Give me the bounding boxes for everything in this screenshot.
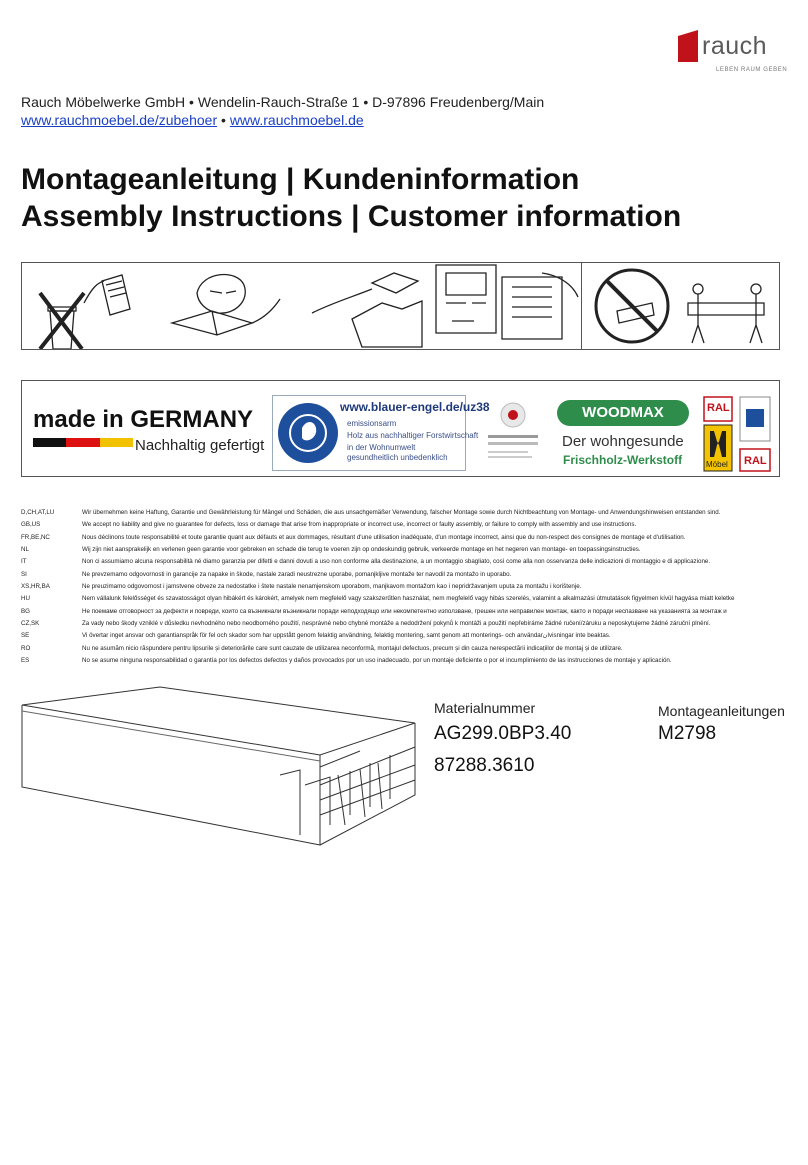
disclaimer-text: Nous déclinons toute responsabilité et toute garantie quant aux défauts et aux dommages, résultant d'une utilisation inadéquate, d'un montage incorrect, ainsi que du non-respect des consignes de montage et d'utilisation. — [82, 533, 686, 541]
disclaimer-lang-code: SE — [21, 632, 30, 640]
disclaimer-text: Wir übernehmen keine Haftung, Garantie und Gewährleistung für Mängel und Schäden, die aus unsachgemäßer Verwendung, falscher Montage sowie durch Nichtbeachtung von Montage- und Anwendungshinweisen entstanden sind. — [82, 509, 721, 516]
logo-word: rauch — [702, 32, 768, 60]
disclaimer-row — [21, 569, 791, 581]
homepage-link[interactable]: www.rauchmoebel.de — [229, 112, 364, 128]
disclaimer-text: Wij zijn niet aansprakelijk en verlenen geen garantie voor gebreken en schade die terug te voeren zijn op ondeskundig gebruik, verkeerde montage en het negeren van montage- en toepassingsinstructies. — [82, 546, 641, 554]
ral-label: RAL — [707, 402, 730, 414]
manual-number-label: Montageanleitungen — [658, 703, 785, 719]
disclaimer-text: Не поемаме отговорност за дефекти и повреди, които са възникнали възникнали поради неподходящо или некомпетентно използване, грешен или неправилен монтаж, както и поради неспазване на указанията за монтаж и — [82, 607, 727, 615]
accessories-link[interactable]: www.rauchmoebel.de/zubehoer — [21, 112, 218, 128]
disclaimer-list — [21, 507, 791, 667]
disclaimer-text: Za vady nebo škody vzniklé v důsledku nevhodného nebo neodborného použití, nesprávné nebo chybné montáže a nedodržení pokynů k montáži a použití nepřebíráme žádné ručení/záruku a neposkytujeme žádné záruční plnění. — [82, 620, 711, 628]
blauer-engel-icon — [276, 398, 340, 468]
disclaimer-lang-code: FR,BE,NC — [21, 533, 50, 541]
disclaimer-lang-code: XS,HR,BA — [21, 583, 50, 591]
made-in-germany-label: made in GERMANY — [33, 406, 254, 433]
disclaimer-lang-code: SI — [21, 570, 27, 578]
page-title-en: Assembly Instructions | Customer information — [21, 200, 682, 233]
disclaimer-row — [21, 593, 791, 605]
disclaimer-row — [21, 618, 791, 630]
logo-tagline: LEBEN RAUM GEBEN — [716, 67, 788, 73]
disclaimer-text: No se asume ninguna responsabilidad o garantía por los defectos defectos y daños provocados por un uso inadecuado, por un montaje deficiente o por el incumplimiento de las instrucciones de montaje y aplicación. — [82, 657, 672, 665]
disclaimer-lang-code: IT — [21, 558, 27, 566]
disclaimer-row — [21, 581, 791, 593]
disclaimer-text: We accept no liability and give no guarantee for defects, loss or damage that arise from inappropriate or incorrect use, incorrect or faulty assembly, or failure to comply with assembly and use instructions. — [82, 521, 637, 529]
manual-number: M2798 — [658, 723, 717, 744]
instruction-pictograms-icon — [22, 263, 779, 349]
disclaimer-row — [21, 630, 791, 642]
no-trash-icon — [40, 293, 84, 349]
disclaimer-row — [21, 655, 791, 667]
material-number-2: 87288.3610 — [434, 755, 535, 776]
disclaimer-row — [21, 606, 791, 618]
disclaimer-row — [21, 532, 791, 544]
blauer-engel-url: www.blauer-engel.de/uz38 — [340, 400, 490, 414]
disclaimer-text: Vi övertar inget ansvar och garantianspråk för fel och skador som har uppstått genom felaktig användning, felaktig montering, samt genom att monterings- och användarانvisningar inte beaktas. — [82, 632, 611, 640]
woodmax-badge: WOODMAX — [557, 400, 689, 426]
woodmax-subtitle: Der wohngesunde — [562, 433, 684, 450]
disclaimer-row — [21, 507, 791, 519]
disclaimer-row — [21, 519, 791, 531]
disclaimer-lang-code: ES — [21, 657, 30, 665]
blauer-engel-item: Holz aus nachhaltiger Forstwirtschaft — [347, 431, 479, 440]
disclaimer-text: Ne preuzimamo odgovornost i jamstvene obveze za nedostatke i štete nastale nenamjenskom uporabom, manjkavom montažom kao i nepridržavanjem uputa za montažu i korištenje. — [82, 583, 582, 591]
company-address: Rauch Möbelwerke GmbH • Wendelin-Rauch-Straße 1 • D-97896 Freudenberg/Main — [21, 94, 545, 110]
disclaimer-lang-code: HU — [21, 595, 30, 603]
disclaimer-lang-code: BG — [21, 607, 30, 615]
disclaimer-row — [21, 643, 791, 655]
disclaimer-lang-code: RO — [21, 644, 31, 652]
disclaimer-lang-code: CZ,SK — [21, 620, 40, 628]
disclaimer-row — [21, 544, 791, 556]
disclaimer-text: Non ci assumiamo alcuna responsabilità né diamo garanzia per difetti e danni dovuti a uso non conforme alla destinazione, a un montaggio sbagliato, così come alla non osservanza delle indicazioni di montaggio e di applicazione. — [82, 558, 711, 566]
link-separator: • — [221, 112, 226, 128]
ral-label: RAL — [744, 455, 767, 467]
disclaimer-lang-code: D,CH,AT,LU — [21, 509, 55, 516]
rauch-logo — [676, 28, 786, 78]
disclaimer-lang-code: GB,US — [21, 521, 41, 529]
disclaimer-row — [21, 556, 791, 568]
company-links — [21, 112, 364, 128]
german-flag-stripe-icon — [33, 438, 133, 447]
sustainability-award-icon — [480, 395, 546, 471]
disclaimer-lang-code: NL — [21, 546, 29, 554]
bed-drawing-icon — [20, 675, 420, 850]
sustainable-label: Nachhaltig gefertigt — [135, 437, 265, 454]
blauer-engel-item: emissionsarm — [347, 419, 397, 428]
disclaimer-text: Nu ne asumăm nicio răspundere pentru lipsurile și deteriorările care sunt cauzate de utilizarea neconformă, montajul defectuos, precum și din cauza nerespectării indicațiilor de montaj și de utilizare. — [82, 644, 623, 652]
material-number-1: AG299.0BP3.40 — [434, 723, 572, 744]
woodmax-product: Frischholz-Werkstoff — [563, 453, 683, 467]
disclaimer-text: Nem vállalunk felelősséget és szavatosságot olyan hibákért és károkért, amelyek nem megfelelő vagy szakszerűtlen használat, nem megfelelő vagy hibás szerelés, valamint a alkalmazási útmutatások figyelmen kívül hagyása miatt keletke — [82, 595, 735, 603]
disclaimer-text: Ne prevzemamo odgovornosti in garancije za napake in škode, nastale zaradi neustrezne uporabe, pomanjkljive montaže ter navodil za montažo in uporabo. — [82, 570, 512, 578]
blauer-engel-item: in der Wohnumwelt gesundheitlich unbedenklich — [347, 443, 448, 462]
moebel-label: Möbel — [706, 460, 728, 469]
page-title-de: Montageanleitung | Kundeninformation — [21, 163, 580, 196]
material-number-label: Materialnummer — [434, 700, 536, 716]
